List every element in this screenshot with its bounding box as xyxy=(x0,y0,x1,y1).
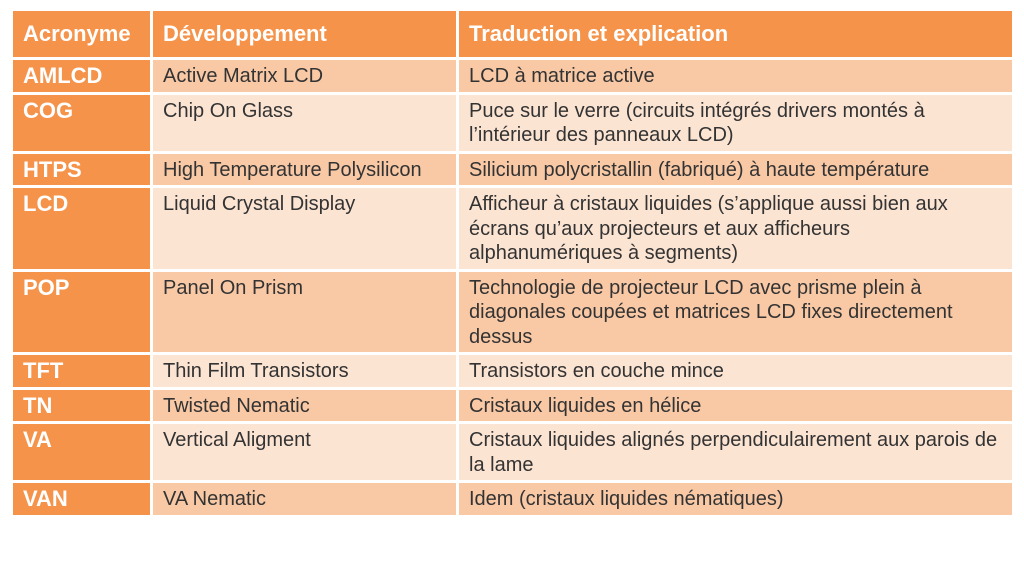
table-row xyxy=(12,354,1014,389)
development-cell: High Temperature Polysilicon xyxy=(152,152,458,187)
explanation-cell: Idem (cristaux liquides nématiques) xyxy=(458,482,1014,517)
header-development: Développement xyxy=(152,10,458,59)
acronym-cell: COG xyxy=(12,93,152,152)
development-cell: Thin Film Transistors xyxy=(152,354,458,389)
explanation-cell: Cristaux liquides alignés perpendiculairement aux parois de la lame xyxy=(458,423,1014,482)
table-row xyxy=(12,93,1014,152)
acronym-cell: POP xyxy=(12,270,152,354)
explanation-cell: Transistors en couche mince xyxy=(458,354,1014,389)
development-cell: Twisted Nematic xyxy=(152,388,458,423)
table-row xyxy=(12,270,1014,354)
explanation-cell: Puce sur le verre (circuits intégrés drivers montés à l’intérieur des panneaux LCD) xyxy=(458,93,1014,152)
table-row xyxy=(12,482,1014,517)
acronym-cell: TFT xyxy=(12,354,152,389)
header-acronym: Acronyme xyxy=(12,10,152,59)
acronym-cell: LCD xyxy=(12,187,152,271)
development-cell: Active Matrix LCD xyxy=(152,59,458,94)
table-row xyxy=(12,187,1014,271)
acronym-cell: AMLCD xyxy=(12,59,152,94)
development-cell: Chip On Glass xyxy=(152,93,458,152)
acronym-cell: VAN xyxy=(12,482,152,517)
acronym-cell: TN xyxy=(12,388,152,423)
header-row xyxy=(12,10,1014,59)
development-cell: Liquid Crystal Display xyxy=(152,187,458,271)
explanation-cell: Silicium polycristallin (fabriqué) à haute température xyxy=(458,152,1014,187)
explanation-cell: LCD à matrice active xyxy=(458,59,1014,94)
development-cell: Panel On Prism xyxy=(152,270,458,354)
acronym-cell: VA xyxy=(12,423,152,482)
explanation-cell: Cristaux liquides en hélice xyxy=(458,388,1014,423)
header-explanation: Traduction et explication xyxy=(458,10,1014,59)
table-row xyxy=(12,59,1014,94)
acronym-table xyxy=(10,8,1015,518)
table-row xyxy=(12,388,1014,423)
development-cell: Vertical Aligment xyxy=(152,423,458,482)
table-row xyxy=(12,423,1014,482)
explanation-cell: Afficheur à cristaux liquides (s’applique aussi bien aux écrans qu’aux projecteurs et aux afficheurs alphanumériques à segments) xyxy=(458,187,1014,271)
explanation-cell: Technologie de projecteur LCD avec prisme plein à diagonales coupées et matrices LCD fixes directement dessus xyxy=(458,270,1014,354)
acronym-cell: HTPS xyxy=(12,152,152,187)
development-cell: VA Nematic xyxy=(152,482,458,517)
table-row xyxy=(12,152,1014,187)
